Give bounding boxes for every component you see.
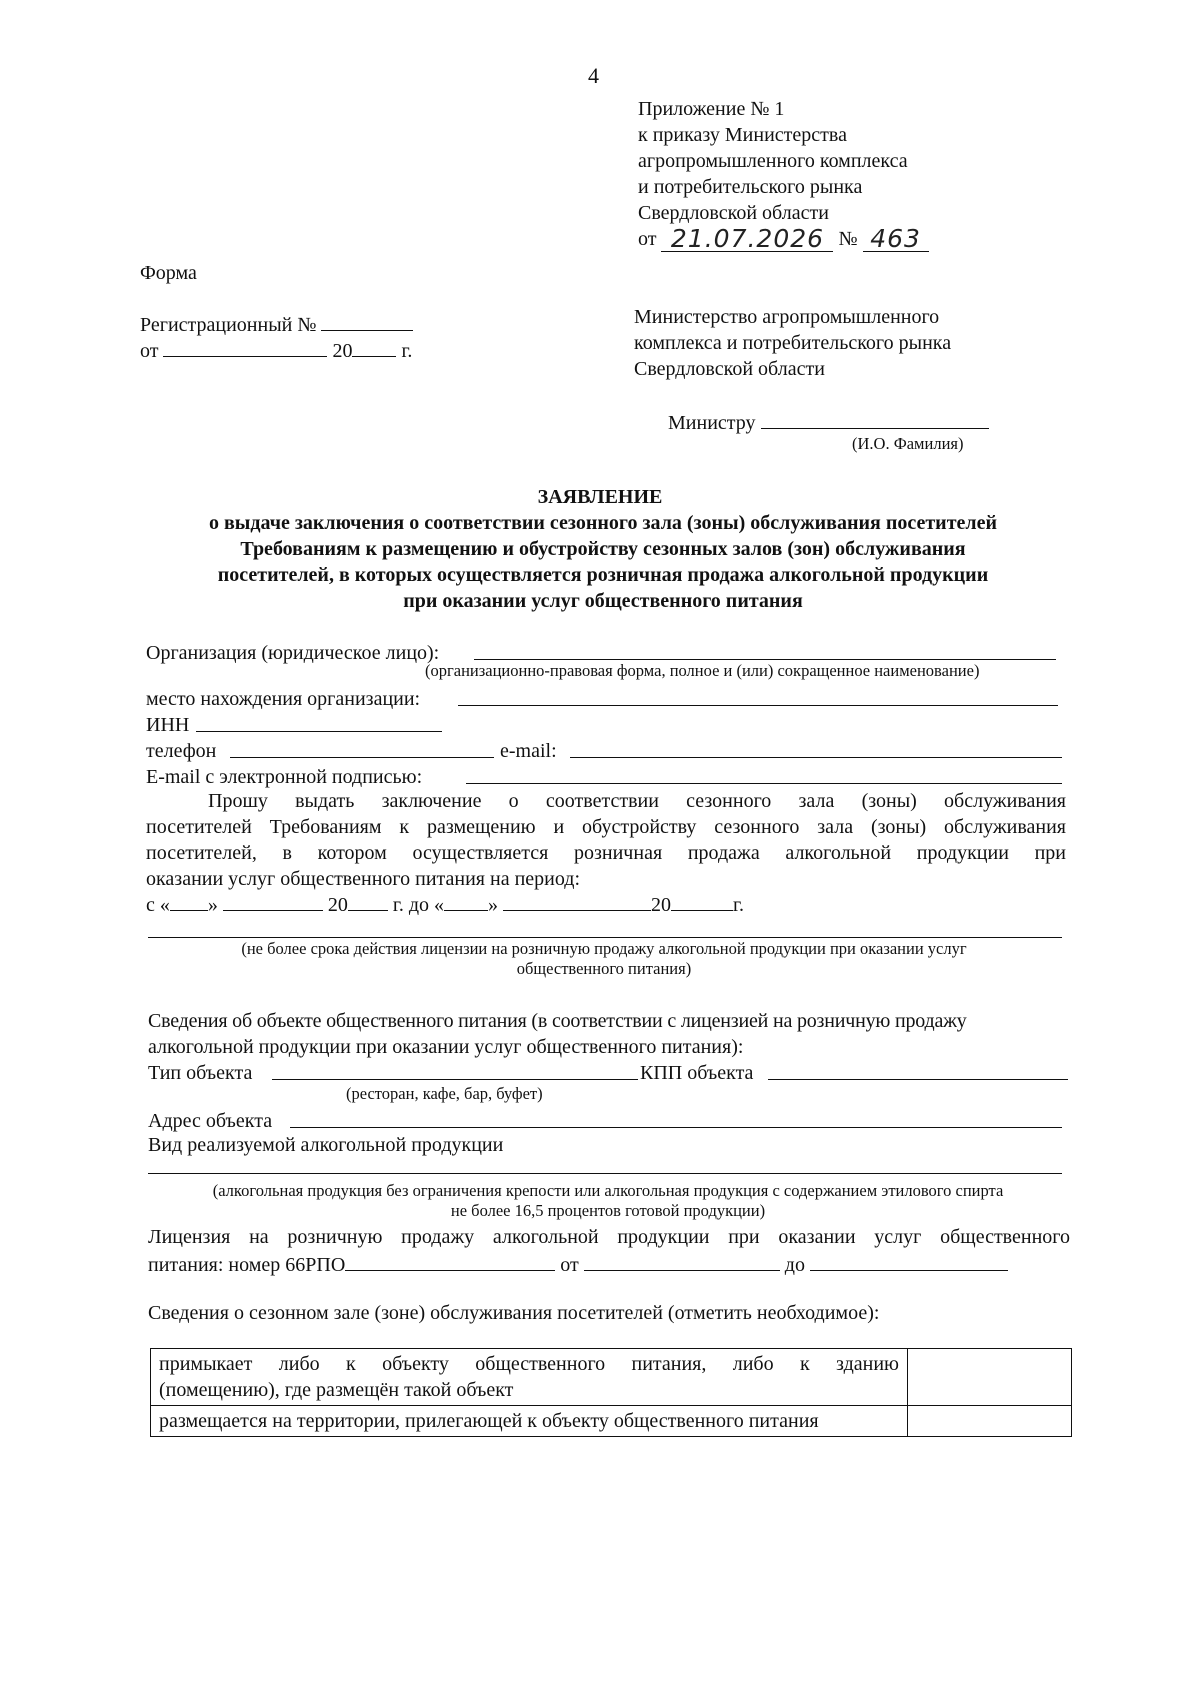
object-address-label: Адрес объекта: [148, 1110, 273, 1132]
period-from-year-field[interactable]: [348, 890, 388, 911]
license-from-field[interactable]: [584, 1250, 780, 1271]
document-subtitle-line: Требованиям к размещению и обустройству сезонных залов (зон) обслуживания: [240, 538, 966, 560]
object-type-field[interactable]: [272, 1079, 638, 1080]
appendix-line: Приложение № 1: [638, 98, 785, 120]
minister-name-field[interactable]: [761, 408, 989, 429]
registration-date-prefix: от: [140, 340, 159, 362]
license-to-field[interactable]: [810, 1250, 1008, 1271]
email-label: e-mail:: [500, 740, 557, 762]
license-line: Лицензия на розничную продажу алкогольной продукции при оказании услуг общественного: [148, 1226, 1070, 1248]
period-from-day-field[interactable]: [170, 890, 208, 911]
appendix-line: и потребительского рынка: [638, 176, 863, 198]
period-to-year-field[interactable]: [671, 890, 733, 911]
page-number: 4: [588, 63, 599, 88]
signature-email-field[interactable]: [466, 783, 1062, 784]
object-kpp-field[interactable]: [768, 1079, 1068, 1080]
seasonal-option-text: [151, 1349, 908, 1406]
inn-field[interactable]: [196, 731, 442, 732]
request-line: посетителей Требованиям к размещению и обустройству сезонного зала (зоны) обслуживания: [146, 816, 1066, 838]
document-subtitle-line: при оказании услуг общественного питания: [403, 590, 803, 612]
period-hint: общественного питания): [516, 959, 692, 978]
registration-date-field[interactable]: [163, 336, 327, 357]
object-type-label: Тип объекта: [148, 1062, 253, 1084]
period-from-year-prefix: 20: [327, 894, 348, 916]
request-line: посетителей, в котором осуществляется розничная продажа алкогольной продукции при: [146, 842, 1066, 864]
email-field[interactable]: [570, 757, 1062, 758]
period-hint: (не более срока действия лицензии на розничную продажу алкогольной продукции при оказании услуг: [241, 939, 967, 958]
license-row: [148, 1250, 1008, 1278]
seasonal-option-row: [151, 1349, 1072, 1406]
addressee-line: Свердловской области: [634, 358, 825, 380]
seasonal-option-checkbox[interactable]: [908, 1406, 1072, 1437]
request-line: Прошу выдать заключение о соответствии сезонного зала (зоны) обслуживания: [208, 790, 1066, 812]
registration-number-field[interactable]: [321, 310, 413, 331]
inn-label: ИНН: [146, 714, 190, 736]
organization-label: Организация (юридическое лицо):: [146, 642, 440, 664]
registration-year-field[interactable]: [352, 336, 396, 357]
addressee-line: Министерство агропромышленного: [634, 306, 940, 328]
period-from-month-field[interactable]: [223, 890, 323, 911]
phone-label: телефон: [146, 740, 217, 762]
period-to-day-field[interactable]: [444, 890, 488, 911]
alcohol-type-hint: не более 16,5 процентов готовой продукции): [450, 1201, 766, 1220]
object-intro: алкогольной продукции при оказании услуг общественного питания):: [148, 1036, 744, 1058]
period-to-month-field[interactable]: [503, 890, 651, 911]
request-line: оказании услуг общественного питания на период:: [146, 868, 581, 890]
object-address-field[interactable]: [290, 1127, 1062, 1128]
appendix-line: агропромышленного комплекса: [638, 150, 908, 172]
registration-number-label: Регистрационный №: [140, 314, 317, 336]
minister-row: [668, 408, 989, 436]
appendix-date-handwritten: 21.07.2026: [661, 227, 833, 252]
appendix-line: Свердловской области: [638, 202, 829, 224]
seasonal-intro: Сведения о сезонном зале (зоне) обслуживания посетителей (отметить необходимое):: [148, 1302, 880, 1324]
seasonal-option-line: размещается на территории, прилегающей к объекту общественного питания: [159, 1410, 819, 1432]
license-from-label: от: [560, 1254, 579, 1276]
appendix-number-prefix: №: [838, 228, 858, 250]
object-type-hint: (ресторан, кафе, бар, буфет): [346, 1084, 543, 1103]
license-number-field[interactable]: [345, 1250, 555, 1271]
seasonal-option-checkbox[interactable]: [908, 1349, 1072, 1406]
appendix-number-handwritten: 463: [863, 227, 929, 252]
document-subtitle-line: о выдаче заключения о соответствии сезонного зала (зоны) обслуживания посетителей: [208, 512, 998, 534]
period-quote: »: [488, 894, 499, 916]
document-subtitle-line: посетителей, в которых осуществляется розничная продажа алкогольной продукции: [217, 564, 989, 586]
period-year-suffix: г.: [733, 894, 744, 916]
signature-email-label: E-mail с электронной подписью:: [146, 766, 423, 788]
organization-hint: (организационно-правовая форма, полное и (или) сокращенное наименование): [425, 661, 980, 680]
appendix-date-row: [638, 226, 929, 252]
document-title: ЗАЯВЛЕНИЕ: [537, 486, 663, 508]
registration-number-row: [140, 310, 413, 338]
period-row: [146, 890, 744, 918]
minister-hint: (И.О. Фамилия): [852, 434, 964, 453]
period-quote: »: [207, 894, 218, 916]
alcohol-type-label: Вид реализуемой алкогольной продукции: [148, 1134, 504, 1156]
period-from-prefix: с «: [146, 894, 170, 916]
minister-label: Министру: [668, 412, 756, 434]
registration-year-suffix: г.: [401, 340, 413, 362]
addressee-line: комплекса и потребительского рынка: [634, 332, 952, 354]
registration-date-row: [140, 336, 412, 364]
object-intro: Сведения об объекте общественного питания (в соответствии с лицензией на розничную продажу: [148, 1010, 967, 1032]
appendix-line: к приказу Министерства: [638, 124, 847, 146]
license-to-label: до: [784, 1254, 805, 1276]
seasonal-option-text: [151, 1406, 908, 1437]
location-field[interactable]: [458, 705, 1058, 706]
phone-field[interactable]: [230, 757, 494, 758]
seasonal-options-table: [150, 1348, 1072, 1437]
seasonal-option-line: (помещению), где размещён такой объект: [159, 1379, 514, 1401]
location-label: место нахождения организации:: [146, 688, 421, 710]
seasonal-option-row: [151, 1406, 1072, 1437]
seasonal-option-line: примыкает либо к объекту общественного питания, либо к зданию: [159, 1353, 899, 1375]
period-mid: г. до «: [392, 894, 445, 916]
object-kpp-label: КПП объекта: [640, 1062, 754, 1084]
alcohol-type-hint: (алкогольная продукция без ограничения крепости или алкогольная продукция с содержанием этилового спирта: [212, 1181, 1004, 1200]
appendix-date-prefix: от: [638, 228, 657, 250]
alcohol-type-field[interactable]: [148, 1173, 1062, 1174]
license-number-prefix: питания: номер 66РПО: [148, 1254, 346, 1276]
period-to-year-prefix: 20: [651, 894, 672, 916]
registration-year-prefix: 20: [332, 340, 353, 362]
form-label: Форма: [140, 262, 197, 284]
